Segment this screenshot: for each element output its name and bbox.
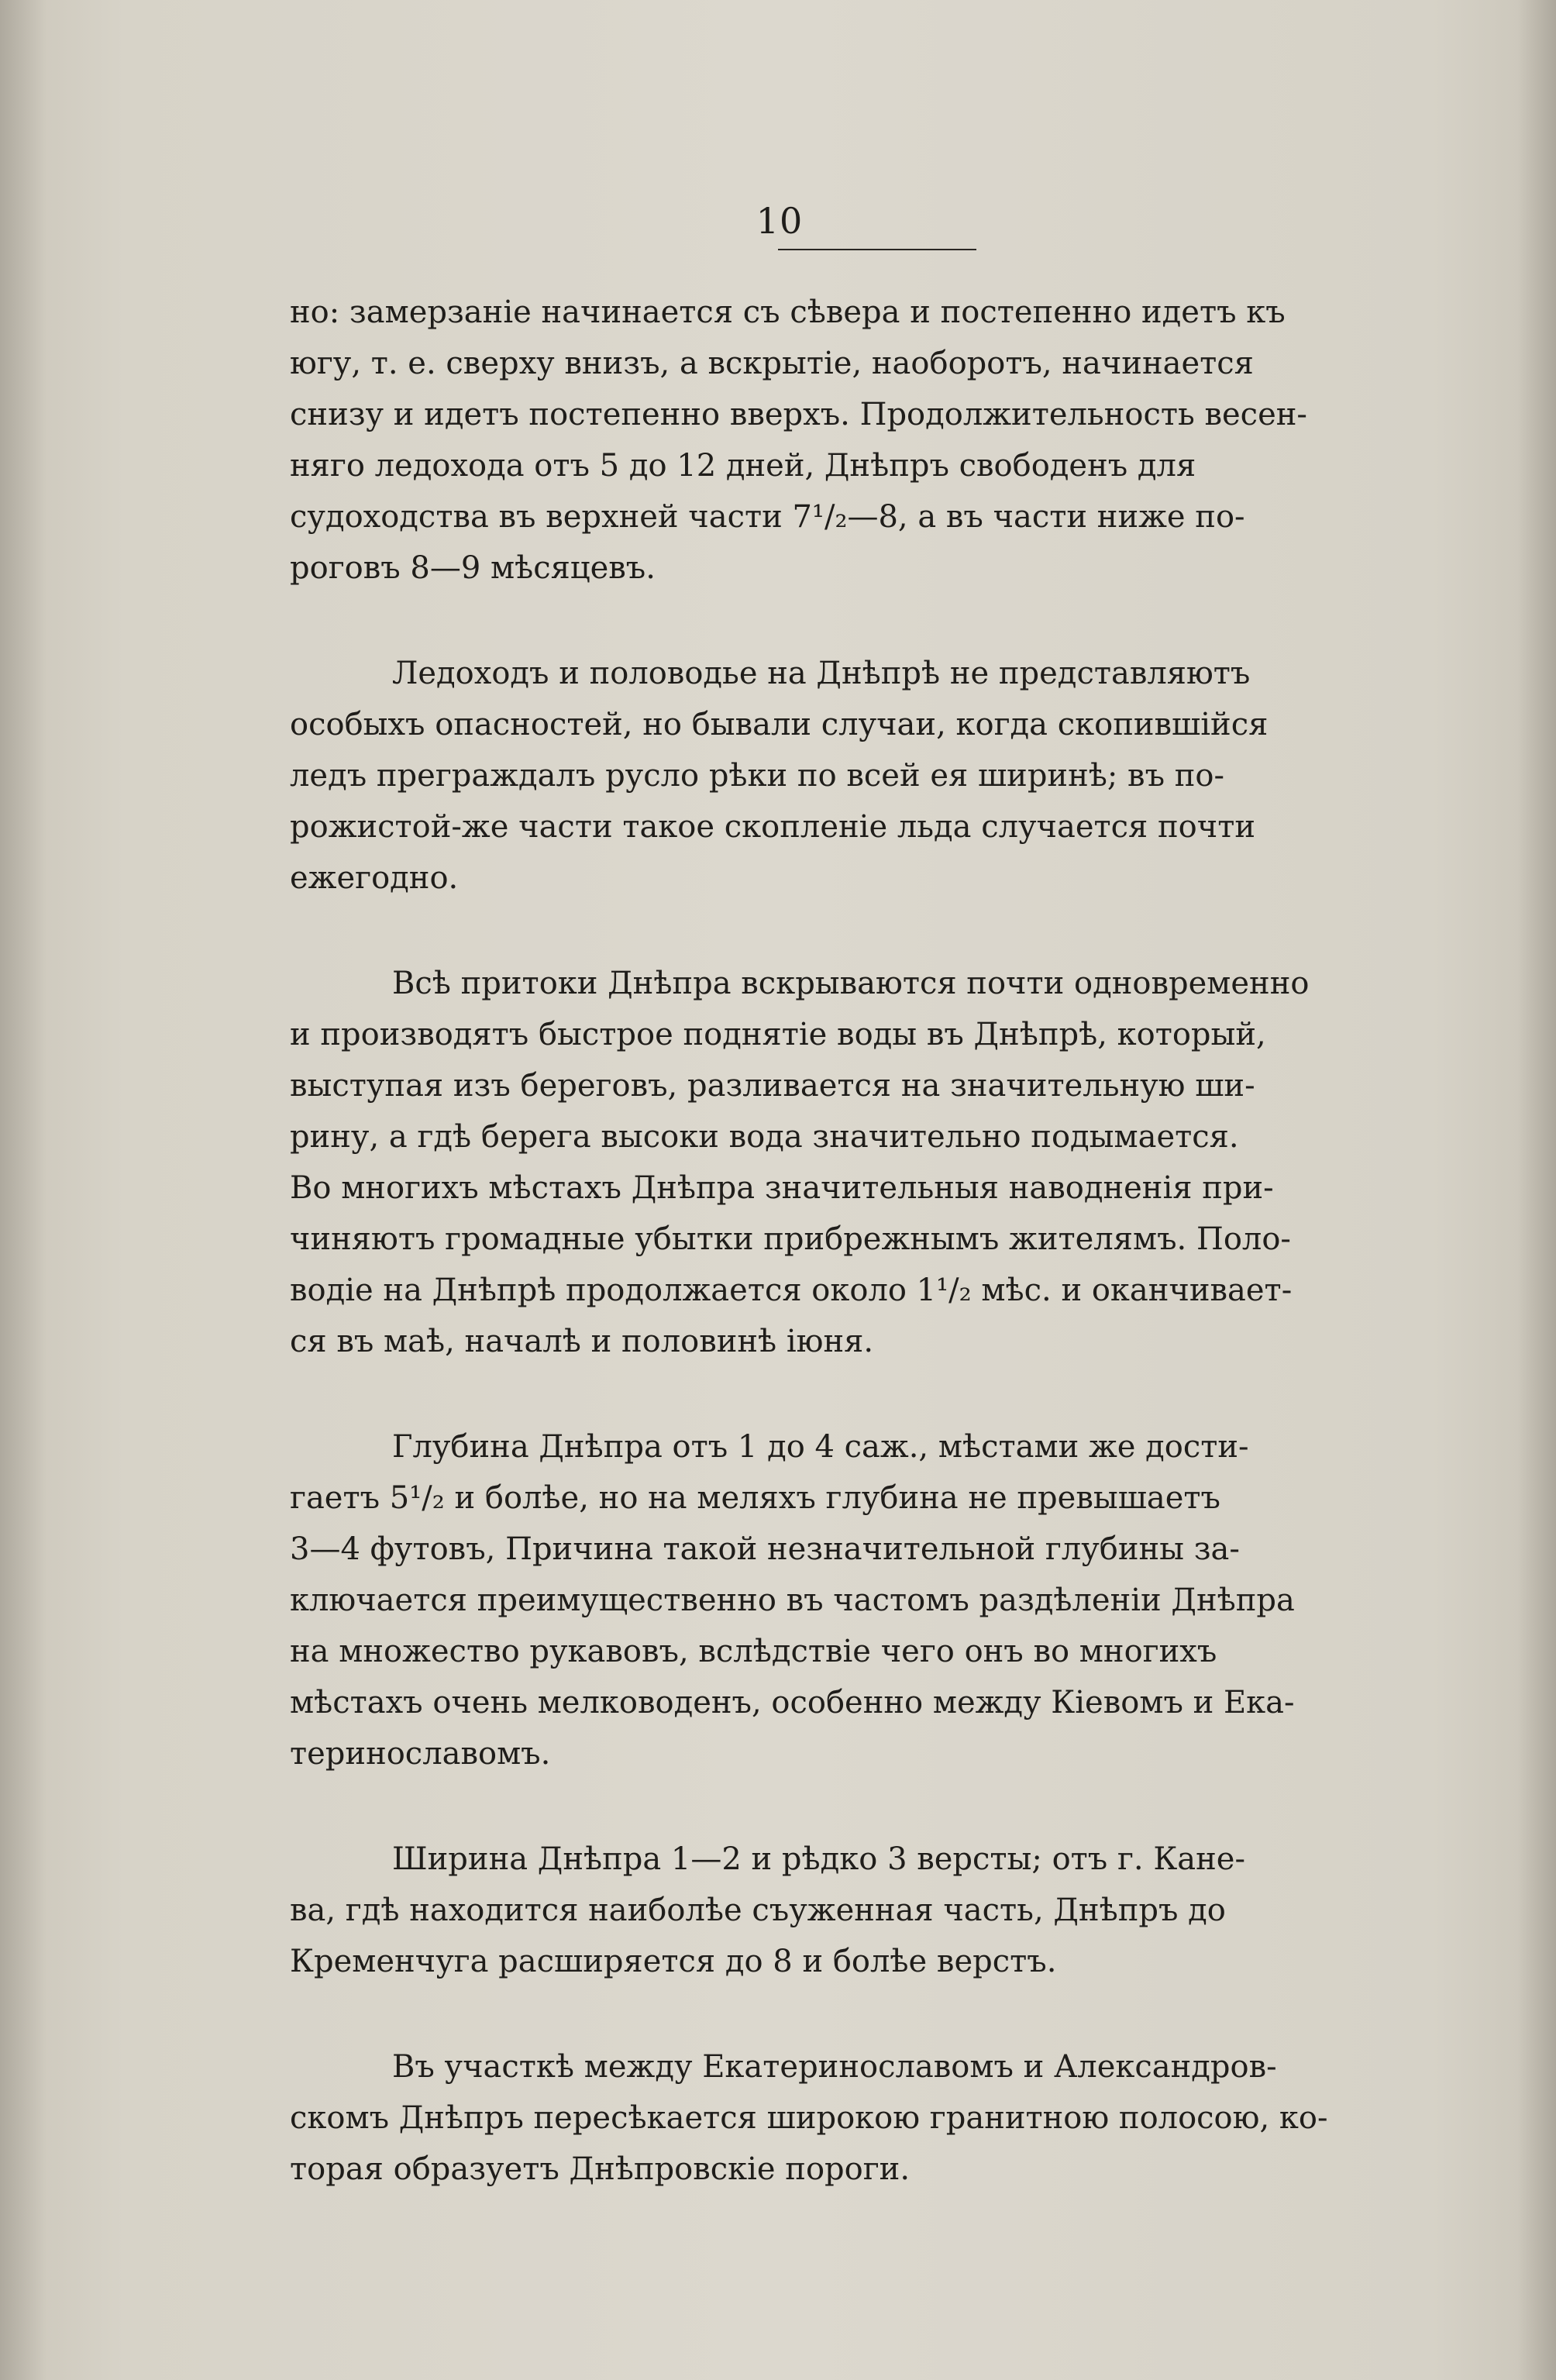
paragraph-4 — [290, 1421, 1475, 1779]
text-line: Въ участкѣ между Екатеринославомъ и Александров- — [392, 2049, 1277, 2085]
text-line: ключается преимущественно въ частомъ раздѣленіи Днѣпра — [290, 1583, 1295, 1618]
paragraph-3 — [290, 958, 1475, 1367]
text-line: роговъ 8—9 мѣсяцевъ. — [290, 550, 656, 586]
text-line: судоходства въ верхней части 7¹/₂—8, а въ части ниже по- — [290, 499, 1245, 535]
body-text — [290, 287, 1475, 2195]
page-number: 10 — [756, 200, 804, 242]
text-line: теринославомъ. — [290, 1736, 551, 1772]
text-line: Кременчуга расширяется до 8 и болѣе верстъ. — [290, 1944, 1057, 1979]
text-line: Ширина Днѣпра 1—2 и рѣдко 3 версты; отъ г. Кане- — [392, 1841, 1245, 1877]
text-line: особыхъ опасностей, но бывали случаи, когда скопившійся — [290, 707, 1269, 742]
text-line: 3—4 футовъ, Причина такой незначительной глубины за- — [290, 1531, 1240, 1567]
paragraph-5 — [290, 1834, 1475, 1987]
text-line: Ледоходъ и половодье на Днѣпрѣ не представляютъ — [392, 656, 1251, 691]
text-line: торая образуетъ Днѣпровскіе пороги. — [290, 2151, 911, 2187]
text-line: выступая изъ береговъ, разливается на значительную ши- — [290, 1068, 1255, 1104]
text-line: ва, гдѣ находится наиболѣе съуженная часть, Днѣпръ до — [290, 1893, 1226, 1928]
paragraph-6 — [290, 2041, 1475, 2195]
text-line: няго ледохода отъ 5 до 12 дней, Днѣпръ свободенъ для — [290, 448, 1196, 484]
paragraph-2 — [290, 648, 1475, 904]
text-line: рожистой-же части такое скопленіе льда случается почти — [290, 809, 1255, 845]
text-line: Глубина Днѣпра отъ 1 до 4 саж., мѣстами же дости- — [392, 1429, 1249, 1465]
text-line: водіе на Днѣпрѣ продолжается около 1¹/₂ мѣс. и оканчивает- — [290, 1273, 1293, 1308]
text-line: на множество рукавовъ, вслѣдствіе чего онъ во многихъ — [290, 1634, 1217, 1669]
text-line: Всѣ притоки Днѣпра вскрываются почти одновременно — [392, 966, 1310, 1001]
text-line: скомъ Днѣпръ пересѣкается широкою гранитною полосою, ко- — [290, 2100, 1328, 2136]
text-line: югу, т. е. сверху внизъ, а вскрытіе, наоборотъ, начинается — [290, 346, 1254, 381]
paragraph-1 — [290, 287, 1475, 594]
text-line: снизу и идетъ постепенно вверхъ. Продолжительность весен- — [290, 397, 1307, 432]
text-line: мѣстахъ очень мелководенъ, особенно между Кіевомъ и Ека- — [290, 1685, 1295, 1720]
text-line: и производятъ быстрое поднятіе воды въ Днѣпрѣ, который, — [290, 1017, 1266, 1052]
text-line: ежегодно. — [290, 860, 459, 896]
header-rule — [778, 249, 976, 250]
text-line: ледъ преграждалъ русло рѣки по всей ея ширинѣ; въ по- — [290, 758, 1224, 794]
text-line: гаетъ 5¹/₂ и болѣе, но на меляхъ глубина не превышаетъ — [290, 1480, 1220, 1516]
text-line: чиняютъ громадные убытки прибрежнымъ жителямъ. Поло- — [290, 1221, 1291, 1257]
text-line: Во многихъ мѣстахъ Днѣпра значительныя наводненія при- — [290, 1170, 1274, 1206]
text-line: но: замерзаніе начинается съ сѣвера и постепенно идетъ къ — [290, 294, 1286, 330]
text-line: ся въ маѣ, началѣ и половинѣ іюня. — [290, 1324, 874, 1359]
text-line: рину, а гдѣ берега высоки вода значительно подымается. — [290, 1119, 1239, 1155]
